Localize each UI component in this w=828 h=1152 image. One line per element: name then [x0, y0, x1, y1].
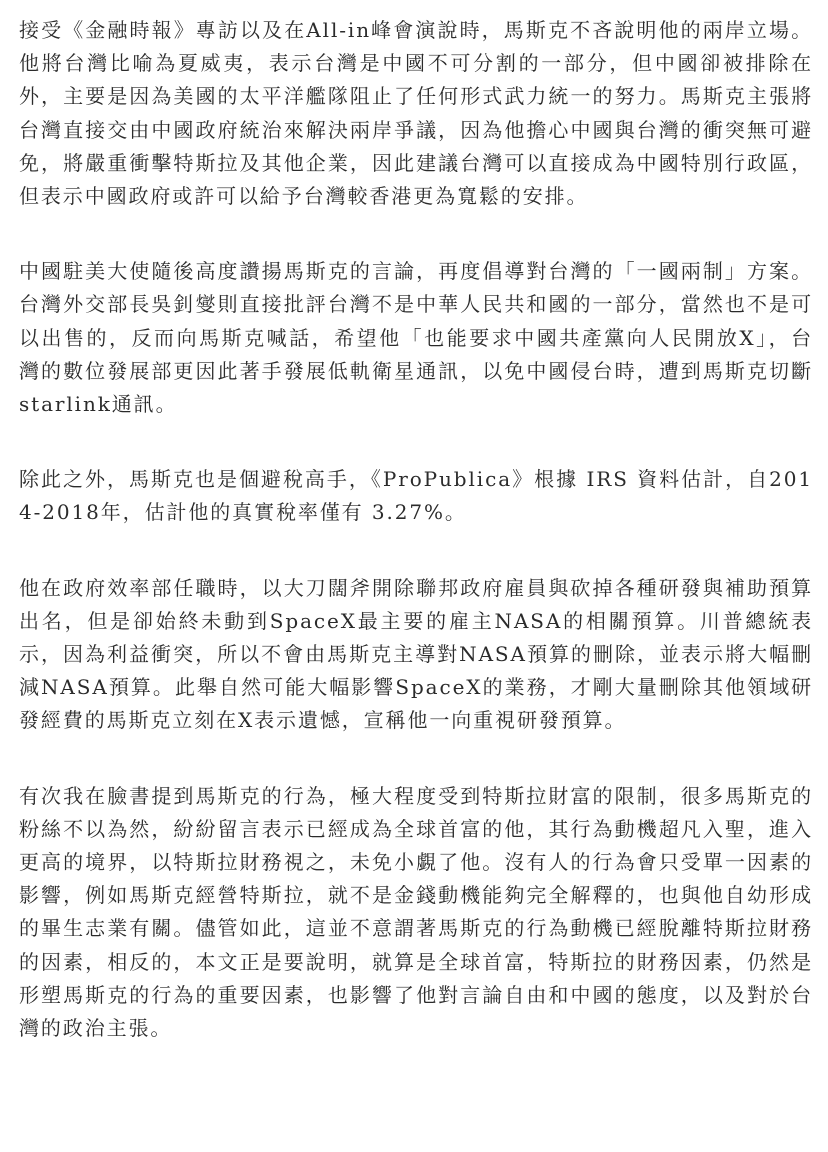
paragraph-tax-avoidance: 除此之外，馬斯克也是個避稅高手，《ProPublica》根據 IRS 資料估計，自2014-2018年，估計他的真實稅率僅有 3.27%。	[19, 467, 813, 525]
article-body	[19, 14, 813, 1087]
paragraph-cross-strait-stance: 接受《金融時報》專訪以及在All-in峰會演說時，馬斯克不吝說明他的兩岸立場。他將台灣比喻為夏威夷，表示台灣是中國不可分割的一部分，但中國卻被排除在外，主要是因為美國的太平洋艦隊阻止了任何形式武力統一的努力。馬斯克主張將台灣直接交由中國政府統治來解決兩岸爭議，因為他擔心中國與台灣的衝突無可避免，將嚴重衝擊特斯拉及其他企業，因此建議台灣可以直接成為中國特別行政區，但表示中國政府或許可以給予台灣較香港更為寬鬆的安排。	[19, 18, 813, 209]
paragraph-motivation: 有次我在臉書提到馬斯克的行為，極大程度受到特斯拉財富的限制，很多馬斯克的粉絲不以為然，紛紛留言表示已經成為全球首富的他，其行為動機超凡入聖，進入更高的境界，以特斯拉財務視之，未免小覷了他。沒有人的行為會只受單一因素的影響，例如馬斯克經營特斯拉，就不是金錢動機能夠完全解釋的，也與他自幼形成的畢生志業有關。儘管如此，這並不意謂著馬斯克的行為動機已經脫離特斯拉財務的因素，相反的，本文正是要說明，就算是全球首富，特斯拉的財務因素，仍然是形塑馬斯克的行為的重要因素，也影響了他對言論自由和中國的態度，以及對於台灣的政治主張。	[19, 783, 813, 1041]
paragraph-nasa-budget: 他在政府效率部任職時，以大刀闊斧開除聯邦政府雇員與砍掉各種研發與補助預算出名，但是卻始終未動到SpaceX最主要的雇主NASA的相關預算。川普總統表示，因為利益衝突，所以不會由馬斯克主導對NASA預算的刪除，並表示將大幅刪減NASA預算。此舉自然可能大幅影響SpaceX的業務，才剛大量刪除其他領域研發經費的馬斯克立刻在X表示遺憾，宣稱他一向重視研發預算。	[19, 575, 813, 733]
paragraph-reactions: 中國駐美大使隨後高度讚揚馬斯克的言論，再度倡導對台灣的「一國兩制」方案。台灣外交部長吳釗燮則直接批評台灣不是中華人民共和國的一部分，當然也不是可以出售的，反而向馬斯克喊話，希望他「也能要求中國共產黨向人民開放X」，台灣的數位發展部更因此著手發展低軌衛星通訊，以免中國侵台時，遭到馬斯克切斷starlink通訊。	[19, 259, 813, 417]
